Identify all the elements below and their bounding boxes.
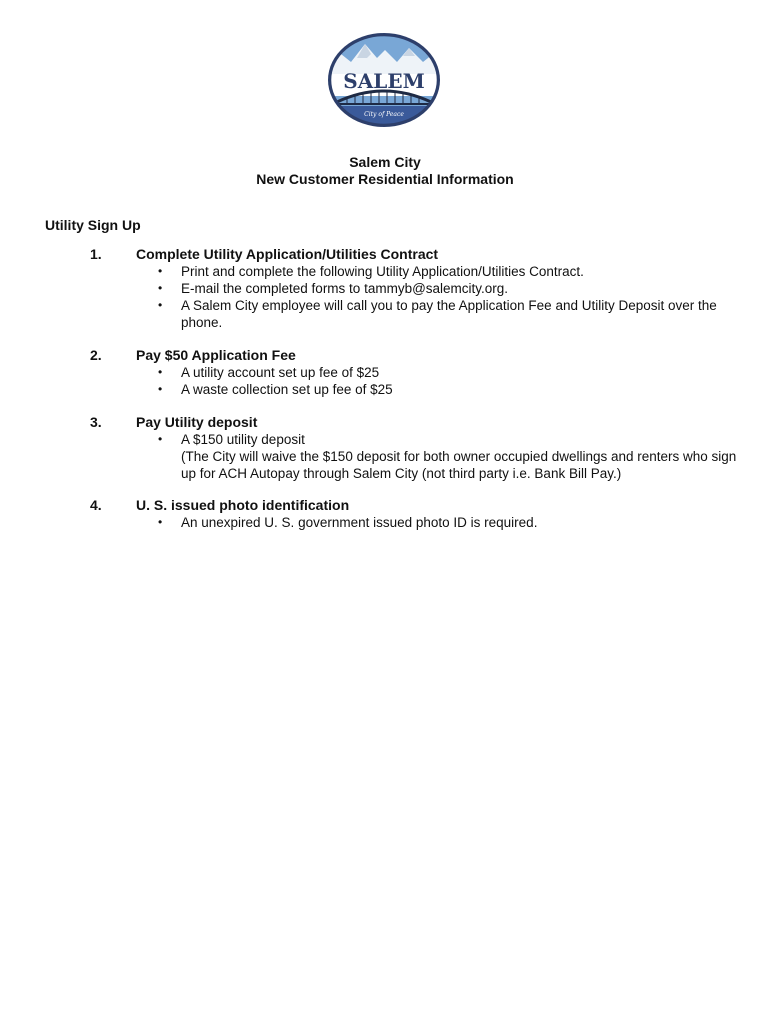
list-item	[158, 431, 738, 482]
deposit-waiver-note: (The City will waive the $150 deposit for both owner occupied dwellings and renters who sign up for ACH Autopay through Salem City (not third party i.e. Bank Bill Pay.)	[181, 449, 737, 481]
section-heading: Utility Sign Up	[45, 217, 141, 233]
list-item	[158, 263, 738, 280]
bullet-icon: •	[158, 264, 163, 278]
list-item	[158, 297, 738, 331]
salem-city-logo	[327, 32, 441, 128]
step-title: U. S. issued photo identification	[136, 497, 350, 513]
bullet-icon: •	[158, 432, 163, 446]
step-title: Pay Utility deposit	[136, 414, 258, 430]
bullet-text: An unexpired U. S. government issued photo ID is required.	[181, 515, 538, 530]
document-title	[0, 154, 770, 188]
list-item	[158, 381, 738, 398]
step-number: 1.	[90, 246, 102, 262]
step-bullets	[158, 364, 738, 398]
bullet-icon: •	[158, 298, 163, 312]
logo-tagline: City of Peace	[364, 111, 404, 118]
logo-wordmark: SALEM	[343, 69, 425, 93]
step-number: 2.	[90, 347, 102, 363]
bullet-text: A Salem City employee will call you to pay the Application Fee and Utility Deposit over the phone.	[181, 298, 717, 330]
step-number: 4.	[90, 497, 102, 513]
list-item	[158, 364, 738, 381]
bullet-text: A waste collection set up fee of $25	[181, 382, 393, 397]
bullet-text: A $150 utility deposit	[181, 432, 305, 447]
bullet-icon: •	[158, 382, 163, 396]
step-bullets	[158, 514, 738, 531]
step-bullets	[158, 263, 738, 331]
bullet-icon: •	[158, 515, 163, 529]
list-item	[158, 514, 738, 531]
step-bullets	[158, 431, 738, 482]
step-title: Complete Utility Application/Utilities Contract	[136, 246, 439, 262]
title-line-city: Salem City	[349, 154, 421, 170]
bullet-text: E-mail the completed forms to tammyb@salemcity.org.	[181, 281, 509, 296]
bullet-text: A utility account set up fee of $25	[181, 365, 380, 380]
title-line-subtitle: New Customer Residential Information	[256, 171, 514, 187]
step-number: 3.	[90, 414, 102, 430]
bullet-icon: •	[158, 281, 163, 295]
bullet-icon: •	[158, 365, 163, 379]
bullet-text: Print and complete the following Utility Application/Utilities Contract.	[181, 264, 584, 279]
step-title: Pay $50 Application Fee	[136, 347, 296, 363]
list-item	[158, 280, 738, 297]
